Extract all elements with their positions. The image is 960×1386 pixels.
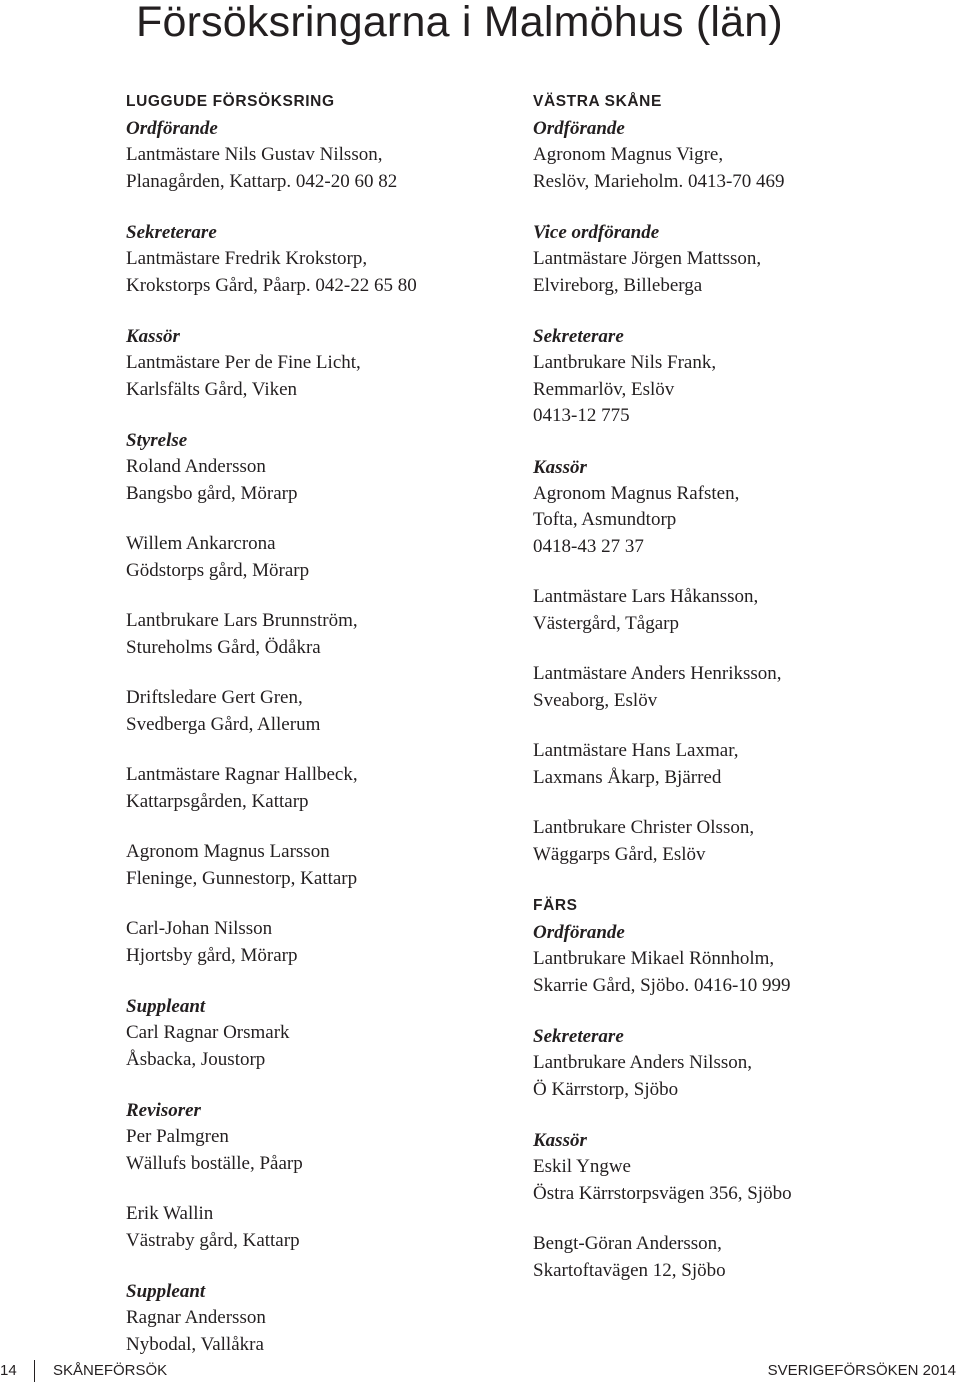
entry-block (126, 1097, 496, 1177)
entry-block (533, 1127, 933, 1207)
entry-line: Lantmästare Jörgen Mattsson, (533, 248, 762, 269)
entry-line: Stureholms Gård, Ödåkra (126, 636, 321, 658)
role-heading: Ordförande (533, 922, 625, 943)
entry-block (533, 115, 933, 195)
entry-line: Agronom Magnus Vigre, (533, 144, 724, 165)
entry-line: Lantmästare Nils Gustav Nilsson, (126, 144, 383, 165)
entry-line: Carl Ragnar Orsmark (126, 1022, 290, 1043)
entry-line: Planagården, Kattarp. 042-20 60 82 (126, 170, 398, 192)
entry-line: Gödstorps gård, Mörarp (126, 559, 310, 581)
entry-line: Carl-Johan Nilsson (126, 918, 273, 939)
entry-line: Krokstorps Gård, Påarp. 042-22 65 80 (126, 274, 417, 296)
entry-line: 0418-43 27 37 (533, 535, 644, 557)
entry-line: Nybodal, Vallåkra (126, 1333, 264, 1355)
role-heading: Kassör (533, 1130, 587, 1151)
entry-line: Lantmästare Anders Henriksson, (533, 663, 782, 684)
entry-line: Kattarpsgården, Kattarp (126, 790, 309, 812)
entry-line: Tofta, Asmundtorp (533, 509, 677, 530)
role-heading: Ordförande (533, 118, 625, 139)
entry-block (126, 685, 496, 738)
role-heading: Suppleant (126, 1281, 206, 1302)
footer-series-label: SVERIGEFÖRSÖKEN 2014 (767, 1362, 956, 1379)
entry-line: Reslöv, Marieholm. 0413-70 469 (533, 170, 785, 192)
entry-block (126, 1278, 496, 1358)
entry-line: Roland Andersson (126, 456, 266, 477)
role-heading: Styrelse (126, 430, 188, 451)
entry-line: Eskil Yngwe (533, 1156, 631, 1177)
role-heading: Kassör (533, 456, 587, 478)
entry-block (533, 919, 933, 999)
fars-blocks (533, 919, 933, 1284)
footer-divider (34, 1360, 35, 1382)
entry-line: Willem Ankarcrona (126, 533, 276, 554)
entry-block (126, 219, 496, 299)
left-column (126, 88, 496, 1358)
entry-block (126, 115, 496, 195)
role-heading: Ordförande (126, 118, 218, 139)
entry-line: Elvireborg, Billeberga (533, 274, 703, 296)
entry-block (533, 661, 933, 714)
role-heading: Sekreterare (126, 222, 217, 243)
entry-block (533, 323, 933, 430)
entry-block (533, 219, 933, 299)
entry-block (533, 815, 933, 868)
page-title: Försöksringarna i Malmöhus (län) (136, 0, 783, 46)
entry-line: Skarrie Gård, Sjöbo. 0416-10 999 (533, 974, 791, 996)
entry-line: Lantmästare Lars Håkansson, (533, 586, 759, 607)
entry-block (533, 454, 933, 561)
entry-line: Lantbrukare Lars Brunnström, (126, 610, 358, 631)
entry-line: Åsbacka, Joustorp (126, 1048, 266, 1070)
entry-block (126, 839, 496, 892)
entry-line: Ragnar Andersson (126, 1307, 266, 1328)
entry-line: Västergård, Tågarp (533, 612, 679, 634)
footer-publication-label: SKÅNEFÖRSÖK (53, 1362, 168, 1379)
entry-block (126, 1201, 496, 1254)
entry-line: Skartoftavägen 12, Sjöbo (533, 1259, 726, 1281)
role-heading: Kassör (126, 326, 180, 347)
entry-line: Lantbrukare Christer Olsson, (533, 817, 755, 838)
vastra-skane-blocks (533, 115, 933, 868)
section-header-vastra-skane: VÄSTRA SKÅNE (533, 93, 662, 110)
entry-block (126, 427, 496, 507)
entry-line: Lantmästare Hans Laxmar, (533, 740, 739, 761)
entry-line: Per Palmgren (126, 1126, 229, 1147)
page-number: 14 (0, 1362, 17, 1379)
role-heading: Revisorer (126, 1100, 201, 1121)
entry-block (533, 584, 933, 637)
section-header-luggude: LUGGUDE FÖRSÖKSRING (126, 93, 335, 110)
role-heading: Suppleant (126, 996, 206, 1017)
entry-block (126, 916, 496, 969)
entry-block (126, 762, 496, 815)
entry-line: Västraby gård, Kattarp (126, 1229, 300, 1251)
footer-right (768, 1357, 956, 1385)
entry-line: Agronom Magnus Rafsten, (533, 482, 740, 504)
role-heading: Sekreterare (533, 1026, 624, 1047)
right-column (533, 88, 933, 1284)
entry-line: Agronom Magnus Larsson (126, 841, 330, 862)
entry-line: Lantbrukare Anders Nilsson, (533, 1052, 752, 1073)
entry-block (533, 1231, 933, 1284)
footer-left (0, 1357, 167, 1385)
entry-line: Lantbrukare Nils Frank, (533, 352, 717, 373)
entry-line: Wäggarps Gård, Eslöv (533, 843, 706, 865)
entry-line: Hjortsby gård, Mörarp (126, 944, 298, 966)
entry-line: Remmarlöv, Eslöv (533, 378, 675, 400)
entry-block (126, 531, 496, 584)
entry-line: Lantmästare Per de Fine Licht, (126, 352, 361, 373)
entry-line: Bengt-Göran Andersson, (533, 1233, 722, 1254)
entry-line: Lantmästare Ragnar Hallbeck, (126, 764, 358, 785)
entry-block (533, 738, 933, 791)
entry-line: Svedberga Gård, Allerum (126, 713, 321, 735)
entry-line: Wällufs boställe, Påarp (126, 1152, 303, 1174)
section-header-fars: FÄRS (533, 897, 578, 914)
entry-line: Lantmästare Fredrik Krokstorp, (126, 248, 368, 269)
entry-line: 0413-12 775 (533, 405, 630, 426)
entry-line: Fleninge, Gunnestorp, Kattarp (126, 867, 358, 889)
entry-line: Erik Wallin (126, 1203, 214, 1224)
role-heading: Sekreterare (533, 326, 624, 347)
entry-line: Östra Kärrstorpsvägen 356, Sjöbo (533, 1182, 792, 1204)
entry-block (126, 993, 496, 1073)
left-blocks (126, 115, 496, 1358)
role-heading: Vice ordförande (533, 222, 660, 243)
entry-line: Bangsbo gård, Mörarp (126, 482, 298, 504)
entry-block (126, 323, 496, 403)
entry-line: Ö Kärrstorp, Sjöbo (533, 1078, 679, 1100)
entry-line: Karlsfälts Gård, Viken (126, 378, 298, 400)
entry-line: Sveaborg, Eslöv (533, 689, 658, 711)
entry-line: Laxmans Åkarp, Bjärred (533, 766, 722, 788)
entry-block (126, 608, 496, 661)
entry-line: Driftsledare Gert Gren, (126, 687, 303, 708)
entry-line: Lantbrukare Mikael Rönnholm, (533, 948, 775, 969)
entry-block (533, 1023, 933, 1103)
